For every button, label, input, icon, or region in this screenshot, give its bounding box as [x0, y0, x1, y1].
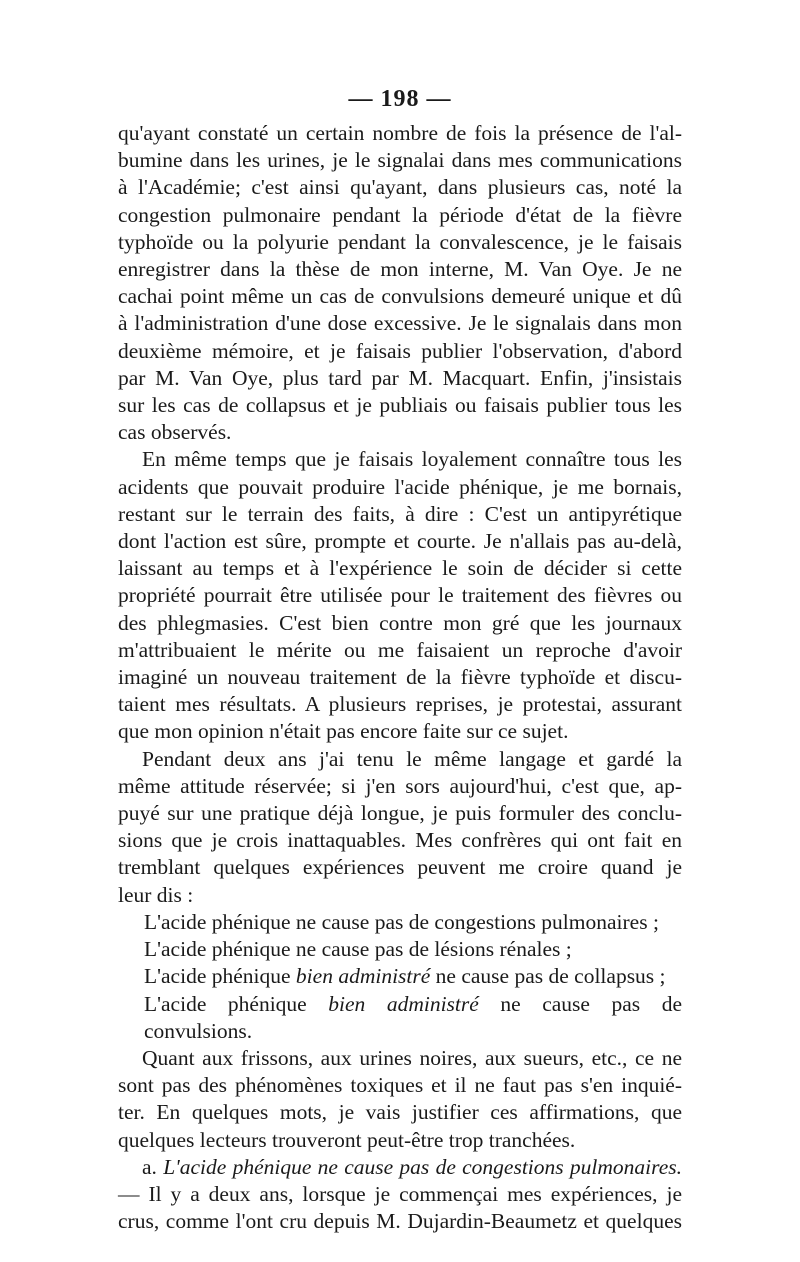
text-line: tremblant quelques expériences peuvent me croire quand je [118, 855, 682, 880]
text-line: laissant au temps et à l'expérience le soin de décider si cette [118, 556, 682, 581]
claims-list [118, 909, 682, 1045]
body-text [118, 120, 682, 1235]
text-line: m'attribuaient le mérite ou me faisaient un reproche d'avoir [118, 637, 682, 662]
text-line: imaginé un nouveau traitement de la fièvre typhoïde et discu- [118, 665, 682, 690]
claim-line: L'acide phénique ne cause pas de lésions rénales ; [144, 937, 572, 962]
text-line: que mon opinion n'était pas encore faite sur ce sujet. [118, 719, 569, 744]
page-number: — 198 — [348, 86, 452, 112]
text-line: propriété pourrait être utilisée pour le traitement des fièvres ou [118, 583, 682, 608]
text-line: En même temps que je faisais loyalement connaître tous les [142, 447, 682, 472]
text-line: restant sur le terrain des faits, à dire : C'est un antipyrétique [118, 501, 682, 526]
claim-line: L'acide phénique bien administré ne cause pas de collapsus ; [144, 964, 666, 989]
text-line: sont pas des phénomènes toxiques et il ne faut pas s'en inquié- [118, 1073, 682, 1098]
text-line: — Il y a deux ans, lorsque je commençai mes expériences, je [118, 1181, 682, 1206]
text-line: Quant aux frissons, aux urines noires, aux sueurs, etc., ce ne [142, 1045, 682, 1070]
text-line: quelques lecteurs trouveront peut-être trop tranchées. [118, 1127, 576, 1152]
claim-line: L'acide phénique ne cause pas de congestions pulmonaires ; [144, 909, 659, 934]
paragraph-3 [118, 746, 682, 909]
text-line: qu'ayant constaté un certain nombre de fois la présence de l'al- [118, 121, 682, 145]
text-line: sur les cas de collapsus et je publiais ou faisais publier tous les [118, 393, 682, 418]
section-a [118, 1154, 682, 1236]
section-title: L'acide phénique ne cause pas de congestions pulmonaires. [163, 1154, 682, 1179]
text-line: à l'Académie; c'est ainsi qu'ayant, dans plusieurs cas, noté la [118, 175, 682, 200]
text-line: acidents que pouvait produire l'acide phénique, je me bornais, [118, 474, 682, 499]
text-line: sions que je crois inattaquables. Mes confrères qui ont fait en [118, 828, 682, 853]
text-line: ter. En quelques mots, je vais justifier ces affirmations, que [118, 1100, 682, 1125]
text-line: deuxième mémoire, et je faisais publier l'observation, d'abord [118, 338, 682, 363]
text-line: leur dis : [118, 882, 194, 907]
paragraph-1 [118, 120, 682, 446]
text-line: même attitude réservée; si j'en sors aujourd'hui, c'est que, ap- [118, 773, 682, 798]
text-line: taient mes résultats. A plusieurs reprises, je protestai, assurant [118, 692, 682, 717]
claim-line: L'acide phénique bien administré ne cause pas de convulsions. [144, 991, 682, 1043]
text-line: Pendant deux ans j'ai tenu le même langage et gardé la [142, 746, 682, 771]
text-line: enregistrer dans la thèse de mon interne, M. Van Oye. Je ne [118, 257, 682, 282]
text-line: bumine dans les urines, je le signalai dans mes communications [118, 148, 682, 173]
paragraph-5 [118, 1045, 682, 1154]
section-label: a. [142, 1154, 164, 1179]
text-line: cas observés. [118, 420, 232, 445]
text-line: congestion pulmonaire pendant la période d'état de la fièvre [118, 202, 682, 227]
text-line: à l'administration d'une dose excessive. Je le signalais dans mon [118, 311, 682, 336]
text-line: typhoïde ou la polyurie pendant la convalescence, je le faisais [118, 229, 682, 254]
section-heading [118, 1154, 682, 1181]
text-line: par M. Van Oye, plus tard par M. Macquart. Enfin, j'insistais [118, 365, 682, 390]
text-line: puyé sur une pratique déjà longue, je puis formuler des conclu- [118, 801, 682, 826]
text-line: dont l'action est sûre, prompte et courte. Je n'allais pas au-delà, [118, 529, 682, 554]
text-line: des phlegmasies. C'est bien contre mon gré que les journaux [118, 610, 682, 635]
text-line: cachai point même un cas de convulsions demeuré unique et dû [118, 284, 682, 309]
paragraph-2 [118, 446, 682, 745]
text-line: crus, comme l'ont cru depuis M. Dujardin-Beaumetz et quelques [118, 1209, 682, 1234]
